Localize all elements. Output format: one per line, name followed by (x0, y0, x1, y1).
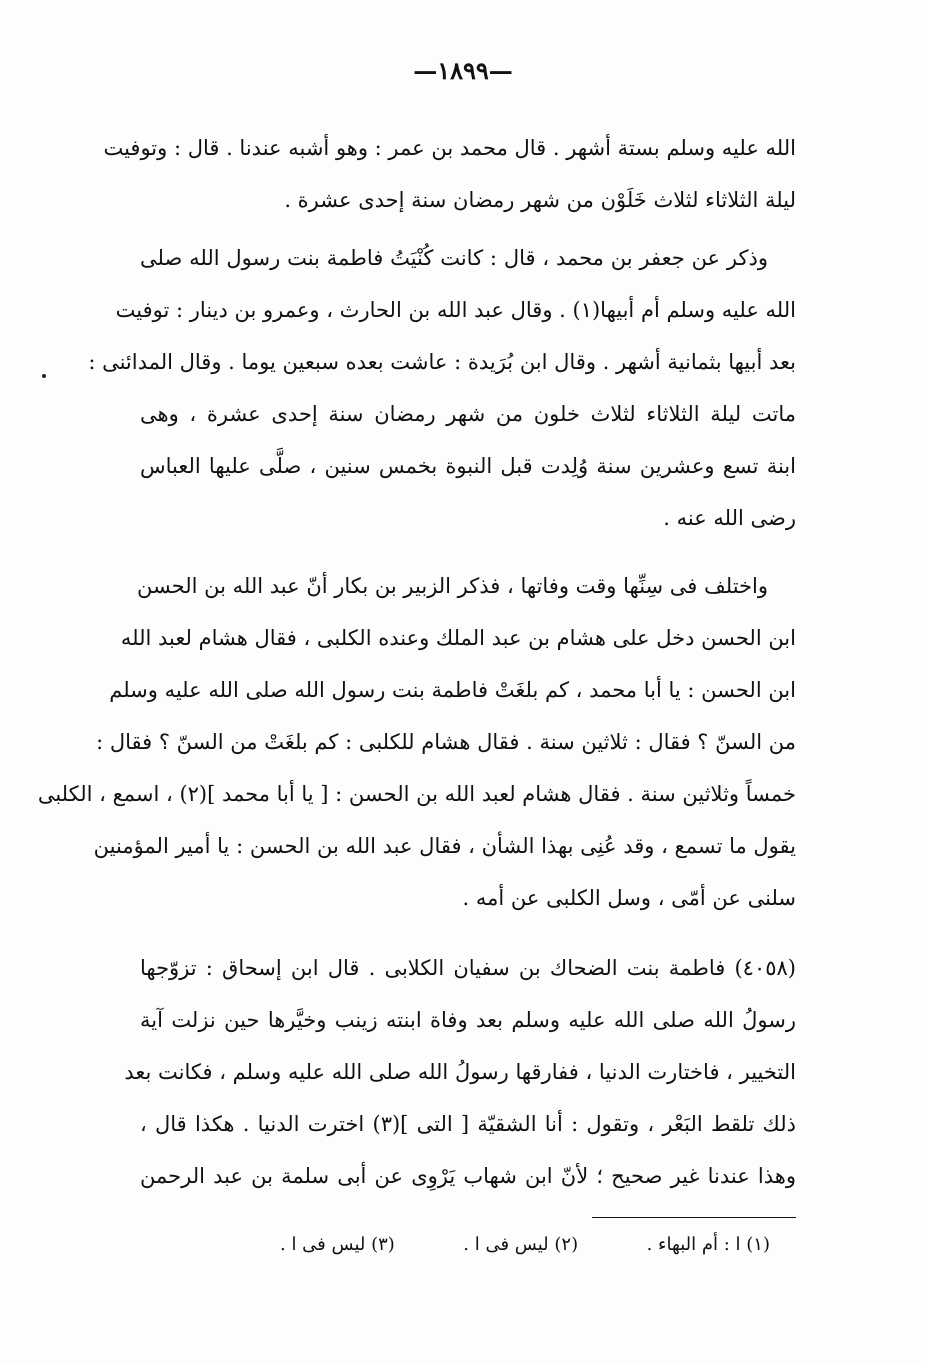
text-line: ابنة تسع وعشرين سنة وُلِدت قبل النبوة بخمس سنين ، صلَّى عليها العباس (140, 454, 796, 478)
text-line: رسولُ الله صلى الله عليه وسلم بعد وفاة ابنته زينب وخيَّرها حين نزلت آية (140, 1008, 796, 1032)
text-line: ذلك تلقط البَعْر ، وتقول : أنا الشقيّة [ التى ](٣) اخترت الدنيا . هكذا قال ، (140, 1112, 796, 1136)
footnote-2: (٢) ليس فى ا . (463, 1234, 579, 1255)
text-line: يقول ما تسمع ، وقد عُنِى بهذا الشأن ، فقال عبد الله بن الحسن : يا أمير المؤمنين (93, 834, 796, 858)
text-line: وهذا عندنا غير صحيح ؛ لأنّ ابن شهاب يَرْوِى عن أبى سلمة بن عبد الرحمن (140, 1164, 796, 1188)
footnotes (280, 1228, 770, 1262)
text-line: سلنى عن أمّى ، وسل الكلبى عن أمه . (462, 886, 796, 910)
footnote-3: (٣) ليس فى ا . (280, 1234, 395, 1255)
text-line: واختلف فى سِنِّها وقت وفاتها ، فذكر الزبير بن بكار أنّ عبد الله بن الحسن (136, 574, 768, 598)
text-line: (٤٠٥٨) فاطمة بنت الضحاك بن سفيان الكلابى . قال ابن إسحاق : تزوّجها (140, 956, 796, 980)
paragraph-1 (103, 122, 796, 226)
text-line: ابن الحسن دخل على هشام بن عبد الملك وعنده الكلبى ، فقال هشام لعبد الله (120, 626, 796, 650)
margin-mark (42, 374, 46, 378)
text-line: الله عليه وسلم بستة أشهر . قال محمد بن عمر : وهو أشبه عندنا . قال : وتوفيت (103, 136, 796, 160)
text-line: ليلة الثلاثاء لثلاث خَلَوْن من شهر رمضان سنة إحدى عشرة . (284, 188, 796, 212)
footnote-1: (١) ا : أم البهاء . (646, 1234, 770, 1255)
text-line: بعد أبيها بثمانية أشهر . وقال ابن بُرَيدة : عاشت بعده سبعين يوما . وقال المدائنى : (88, 350, 796, 374)
text-line: الله عليه وسلم أم أبيها(١) . وقال عبد الله بن الحارث ، وعمرو بن دينار : توفيت (115, 298, 796, 322)
paragraph-2 (88, 232, 796, 544)
page-number: —١٨٩٩— (413, 56, 513, 85)
text-line: ابن الحسن : يا أبا محمد ، كم بلغَتْ فاطمة بنت رسول الله صلى الله عليه وسلم (109, 678, 796, 702)
text-line: خمساً وثلاثين سنة . فقال هشام لعبد الله بن الحسن : [ يا أبا محمد ](٢) ، اسمع ، الكلبى (37, 782, 796, 806)
paragraph-4 (124, 942, 796, 1202)
text-line: من السنّ ؟ فقال : ثلاثين سنة . فقال هشام للكلبى : كم بلغَتْ من السنّ ؟ فقال : (96, 730, 796, 754)
text-line: وذكر عن جعفر بن محمد ، قال : كانت كُنْيَتُ فاطمة بنت رسول الله صلى (140, 246, 768, 270)
paragraph-3 (37, 560, 796, 924)
text-line: التخيير ، فاختارت الدنيا ، ففارقها رسولُ الله صلى الله عليه وسلم ، فكانت بعد (124, 1060, 796, 1084)
text-line: رضى الله عنه . (663, 506, 796, 530)
footnote-divider (592, 1217, 796, 1218)
text-line: ماتت ليلة الثلاثاء لثلاث خلون من شهر رمضان سنة إحدى عشرة ، وهى (140, 402, 796, 426)
